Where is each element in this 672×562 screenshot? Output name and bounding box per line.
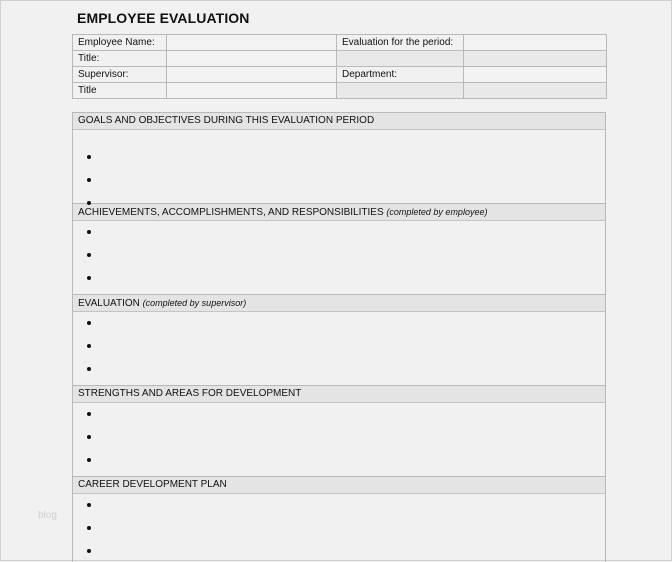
evaluation-sections — [72, 112, 606, 562]
section-strengths — [73, 385, 605, 476]
table-row — [73, 35, 607, 51]
empty-cell — [464, 51, 607, 67]
table-row — [73, 67, 607, 83]
section-heading — [73, 385, 605, 403]
section-body[interactable] — [73, 494, 605, 562]
bullet-icon — [87, 276, 91, 280]
employee-name-label: Employee Name: — [73, 35, 167, 51]
employee-info-table — [72, 34, 607, 99]
section-achievements — [73, 203, 605, 294]
section-heading — [73, 113, 605, 130]
section-goals — [73, 113, 605, 203]
title-label: Title: — [73, 51, 167, 67]
bullet-icon — [87, 549, 91, 553]
section-heading — [73, 476, 605, 494]
section-body[interactable] — [73, 221, 605, 294]
supervisor-label: Supervisor: — [73, 67, 167, 83]
table-row — [73, 51, 607, 67]
section-heading-text: ACHIEVEMENTS, ACCOMPLISHMENTS, AND RESPONSIBILITIES — [78, 207, 384, 218]
bullet-icon — [87, 526, 91, 530]
supervisor-title-field[interactable] — [167, 83, 337, 99]
bullet-icon — [87, 435, 91, 439]
section-evaluation — [73, 294, 605, 385]
bullet-icon — [87, 412, 91, 416]
bullet-icon — [87, 321, 91, 325]
bullet-icon — [87, 230, 91, 234]
section-body[interactable] — [73, 403, 605, 476]
section-note: (completed by supervisor) — [142, 298, 247, 308]
section-heading-text: STRENGTHS AND AREAS FOR DEVELOPMENT — [78, 388, 302, 399]
department-field[interactable] — [464, 67, 607, 83]
section-body[interactable] — [73, 312, 605, 385]
document-title: EMPLOYEE EVALUATION — [77, 10, 250, 26]
section-body[interactable] — [73, 130, 605, 203]
section-career-plan — [73, 476, 605, 562]
bullet-icon — [87, 458, 91, 462]
bullet-icon — [87, 367, 91, 371]
department-label: Department: — [337, 67, 464, 83]
evaluation-period-label: Evaluation for the period: — [337, 35, 464, 51]
empty-cell — [464, 83, 607, 99]
empty-cell — [337, 83, 464, 99]
bullet-icon — [87, 503, 91, 507]
section-heading — [73, 203, 605, 221]
employee-name-field[interactable] — [167, 35, 337, 51]
bullet-icon — [87, 201, 91, 205]
section-heading-text: EVALUATION — [78, 298, 140, 309]
bullet-icon — [87, 178, 91, 182]
bullet-icon — [87, 344, 91, 348]
supervisor-field[interactable] — [167, 67, 337, 83]
title-field[interactable] — [167, 51, 337, 67]
bullet-icon — [87, 253, 91, 257]
empty-cell — [337, 51, 464, 67]
evaluation-period-field[interactable] — [464, 35, 607, 51]
section-heading — [73, 294, 605, 312]
section-heading-text: CAREER DEVELOPMENT PLAN — [78, 479, 227, 490]
section-heading-text: GOALS AND OBJECTIVES DURING THIS EVALUATION PERIOD — [78, 115, 375, 126]
table-row — [73, 83, 607, 99]
supervisor-title-label: Title — [73, 83, 167, 99]
watermark: blog — [38, 510, 57, 521]
section-note: (completed by employee) — [386, 207, 488, 217]
bullet-icon — [87, 155, 91, 159]
